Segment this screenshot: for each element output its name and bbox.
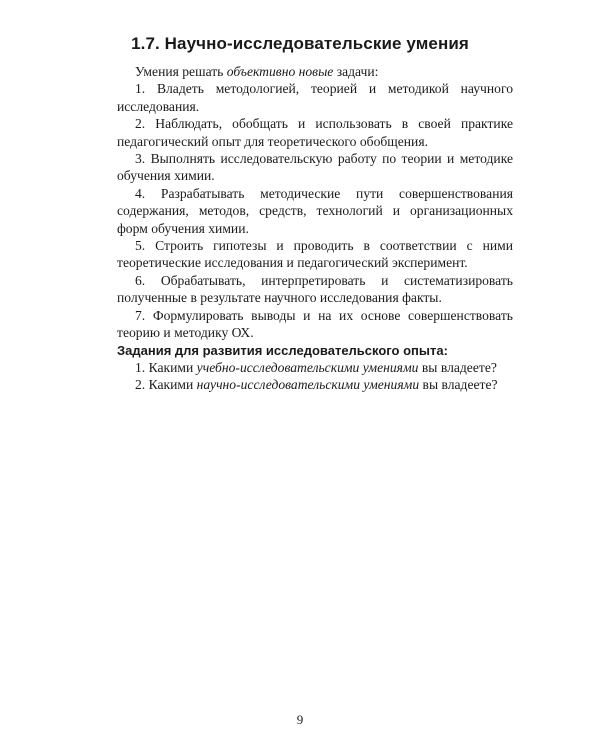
body-text	[117, 63, 513, 394]
section-title: 1.7. Научно-исследовательские умения	[131, 34, 469, 53]
list-item: 4. Разрабатывать методические пути совершенствования содержания, методов, средств, технологий и организационных форм обучения химии.	[117, 185, 513, 236]
intro-prefix: Умения решать	[135, 64, 227, 79]
intro-line	[117, 63, 513, 80]
task-question-1	[117, 359, 513, 376]
q2-suffix: вы владеете?	[419, 377, 498, 393]
tasks-heading: Задания для развития исследовательского опыта:	[117, 342, 448, 358]
q1-emphasis: учебно-исследовательскими умениями	[196, 359, 419, 375]
q1-suffix: вы владеете?	[418, 359, 497, 375]
list-item: 7. Формулировать выводы и на их основе совершенствовать теорию и методику ОХ.	[117, 307, 513, 341]
list-item: 3. Выполнять исследовательскую работу по теории и методике обучения химии.	[117, 151, 513, 184]
intro-suffix: задачи:	[333, 64, 379, 79]
list-item: 1. Владеть методологией, теорией и методикой научного исследования.	[117, 81, 513, 114]
task-question-2	[117, 376, 513, 393]
list-item: 6. Обрабатывать, интерпретировать и систематизировать полученные в результате научного исследования факты.	[117, 272, 513, 306]
page-number: 9	[296, 712, 304, 727]
intro-emphasis: объективно новые	[226, 64, 334, 79]
q1-prefix: 1. Какими	[135, 359, 197, 375]
q2-emphasis: научно-исследовательскими умениями	[196, 377, 420, 393]
list-item: 5. Строить гипотезы и проводить в соответствии с ними теоретические исследования и педагогический эксперимент.	[117, 238, 513, 271]
list-item: 2. Наблюдать, обобщать и использовать в своей практике педагогический опыт для теоретического обобщения.	[117, 116, 513, 149]
q2-prefix: 2. Какими	[135, 377, 197, 393]
